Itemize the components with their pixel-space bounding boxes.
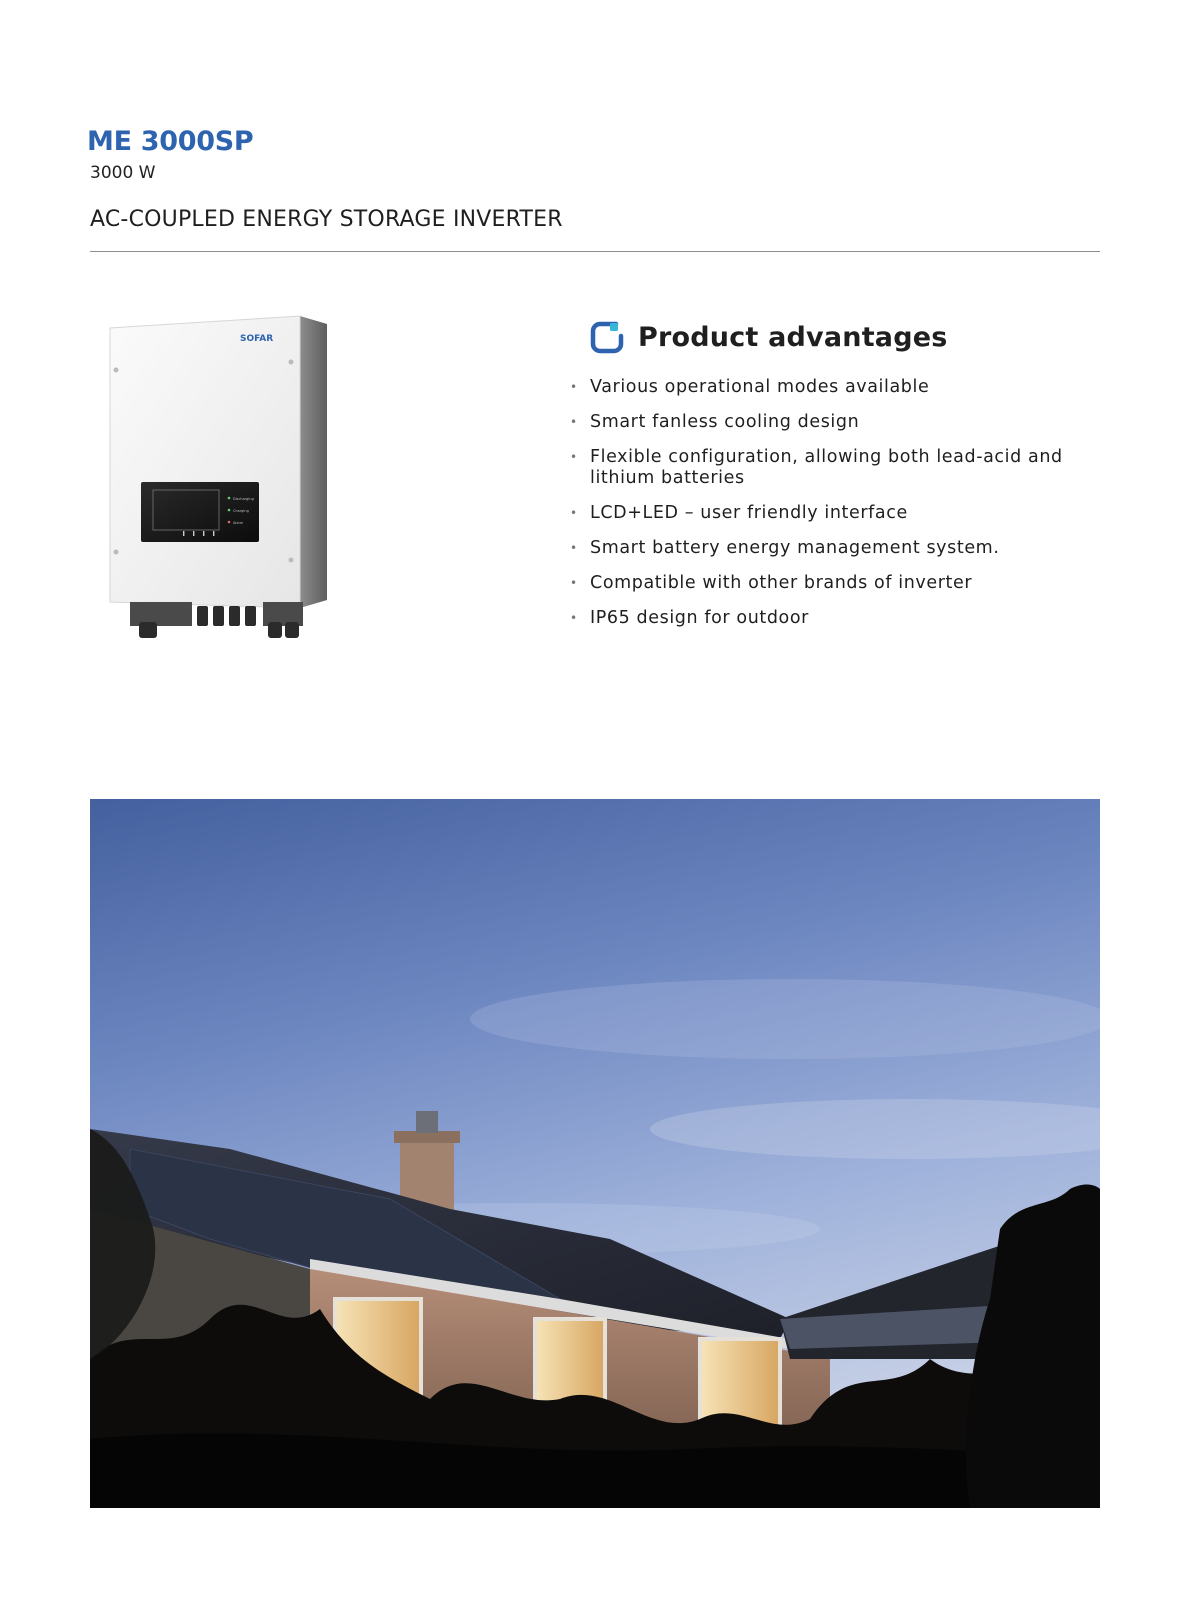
inverter-product-image: [105, 310, 340, 655]
advantage-item: • Smart battery energy management system.: [570, 538, 1000, 558]
bullet-icon: •: [570, 506, 578, 520]
advantage-item: • IP65 design for outdoor: [570, 608, 809, 628]
document-heading: AC-COUPLED ENERGY STORAGE INVERTER: [90, 207, 563, 232]
bullet-icon: •: [570, 415, 578, 429]
advantage-item: • Flexible configuration, allowing both lead-acid and lithium batteries: [570, 447, 1063, 488]
bullet-icon: •: [570, 541, 578, 555]
advantage-item: • LCD+LED – user friendly interface: [570, 503, 908, 523]
house-dusk-photo: [90, 799, 1100, 1508]
advantages-list: [570, 377, 1110, 643]
advantage-item: • Smart fanless cooling design: [570, 412, 860, 432]
bullet-icon: •: [570, 611, 578, 625]
advantage-item: • Various operational modes available: [570, 377, 930, 397]
display-label-alarm: Alarm: [233, 521, 244, 525]
bullet-icon: •: [570, 380, 578, 394]
bullet-icon: •: [570, 450, 578, 464]
display-label-discharging: Discharging: [233, 497, 254, 501]
model-name: ME 3000SP: [87, 126, 254, 157]
bullet-icon: •: [570, 576, 578, 590]
display-label-charging: Charging: [233, 509, 249, 513]
product-advantages-title: Product advantages: [638, 321, 948, 353]
heading-divider: [90, 251, 1100, 252]
product-advantages-header: [590, 320, 948, 354]
product-advantages-icon: [590, 320, 624, 354]
advantage-item: • Compatible with other brands of inverter: [570, 573, 973, 593]
model-power: 3000 W: [90, 163, 156, 183]
brand-label: SOFAR: [240, 334, 274, 344]
